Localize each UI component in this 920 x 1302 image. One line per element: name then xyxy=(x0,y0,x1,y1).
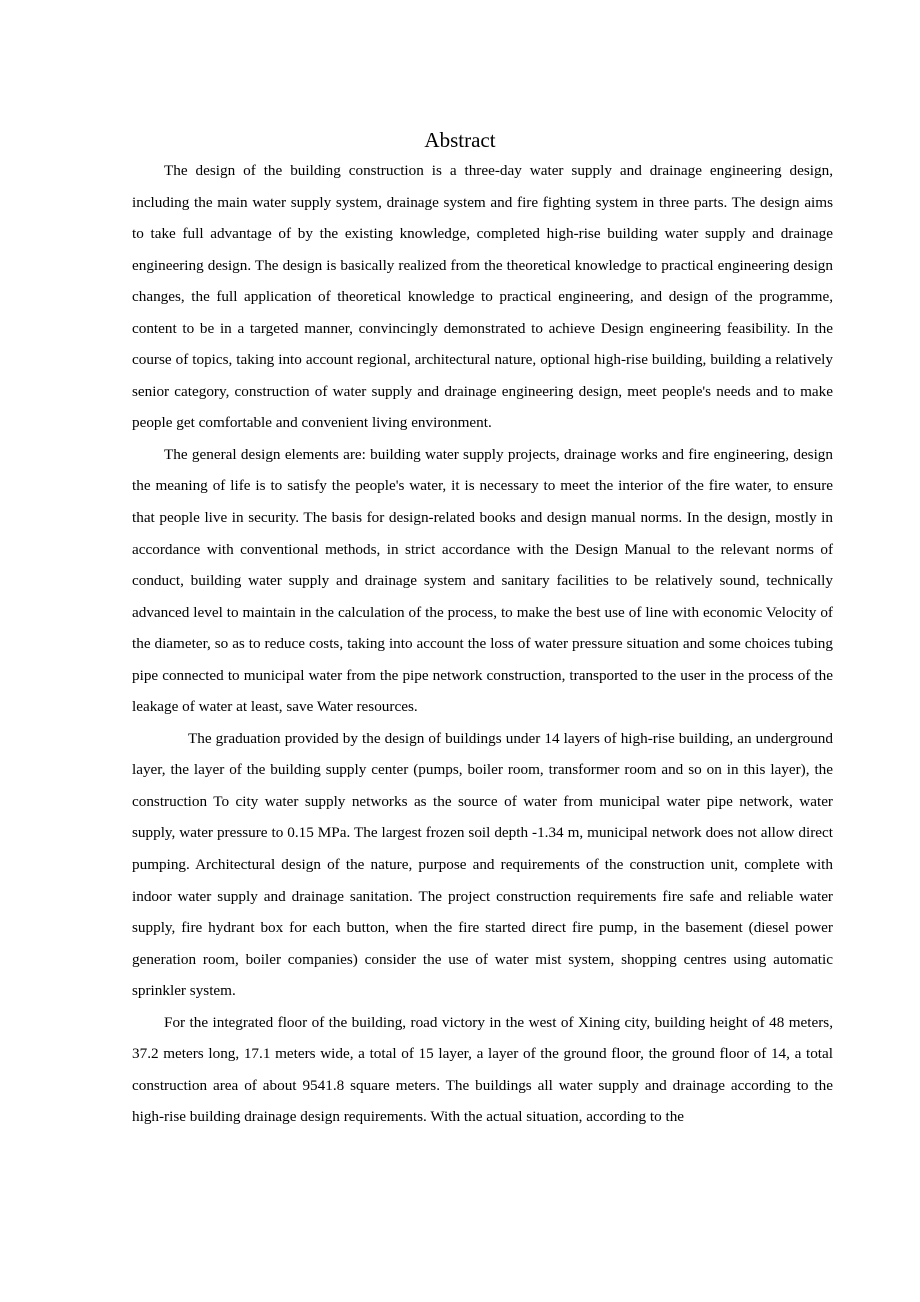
abstract-paragraph-3: The graduation provided by the design of buildings under 14 layers of high-rise building, an underground layer, the layer of the building supply center (pumps, boiler room, transformer room and so on in this layer), the construction To city water supply networks as the source of water from municipal water pipe network, water supply, water pressure to 0.15 MPa. The largest frozen soil depth -1.34 m, municipal network does not allow direct pumping. Architectural design of the nature, purpose and requirements of the construction unit, complete with indoor water supply and drainage sanitation. The project construction requirements fire safe and reliable water supply, fire hydrant box for each button, when the fire started direct fire pump, in the basement (diesel power generation room, boiler companies) consider the use of water mist system, shopping centres using automatic sprinkler system. xyxy=(132,729,833,1000)
abstract-title: Abstract xyxy=(424,128,496,152)
abstract-paragraph-4: For the integrated floor of the building, road victory in the west of Xining city, building height of 48 meters, 37.2 meters long, 17.1 meters wide, a total of 15 layer, a layer of the ground floor, the ground floor of 14, a total construction area of about 9541.8 square meters. The buildings all water supply and drainage according to the high-rise building drainage design requirements. With the actual situation, according to the xyxy=(132,1013,833,1126)
abstract-body xyxy=(132,155,833,1133)
abstract-paragraph-1: The design of the building construction is a three-day water supply and drainage engineering design, including the main water supply system, drainage system and fire fighting system in three parts. The design aims to take full advantage of by the existing knowledge, completed high-rise building water supply and drainage engineering design. The design is basically realized from the theoretical knowledge to practical engineering design changes, the full application of theoretical knowledge to practical engineering, and design of the programme, content to be in a targeted manner, convincingly demonstrated to achieve Design engineering feasibility. In the course of topics, taking into account regional, architectural nature, optional high-rise building, building a relatively senior category, construction of water supply and drainage engineering design, meet people's needs and to make people get comfortable and convenient living environment. xyxy=(132,162,833,432)
abstract-paragraph-2: The general design elements are: building water supply projects, drainage works and fire engineering, design the meaning of life is to satisfy the people's water, it is necessary to meet the interior of the fire water, to ensure that people live in security. The basis for design-related books and design manual norms. In the design, mostly in accordance with conventional methods, in strict accordance with the Design Manual to the relevant norms of conduct, building water supply and drainage system and sanitary facilities to be relatively sound, technically advanced level to maintain in the calculation of the process, to make the best use of line with economic Velocity of the diameter, so as to reduce costs, taking into account the loss of water pressure situation and some choices tubing pipe connected to municipal water from the pipe network construction, transported to the user in the process of the leakage of water at least, save Water resources. xyxy=(132,445,833,716)
